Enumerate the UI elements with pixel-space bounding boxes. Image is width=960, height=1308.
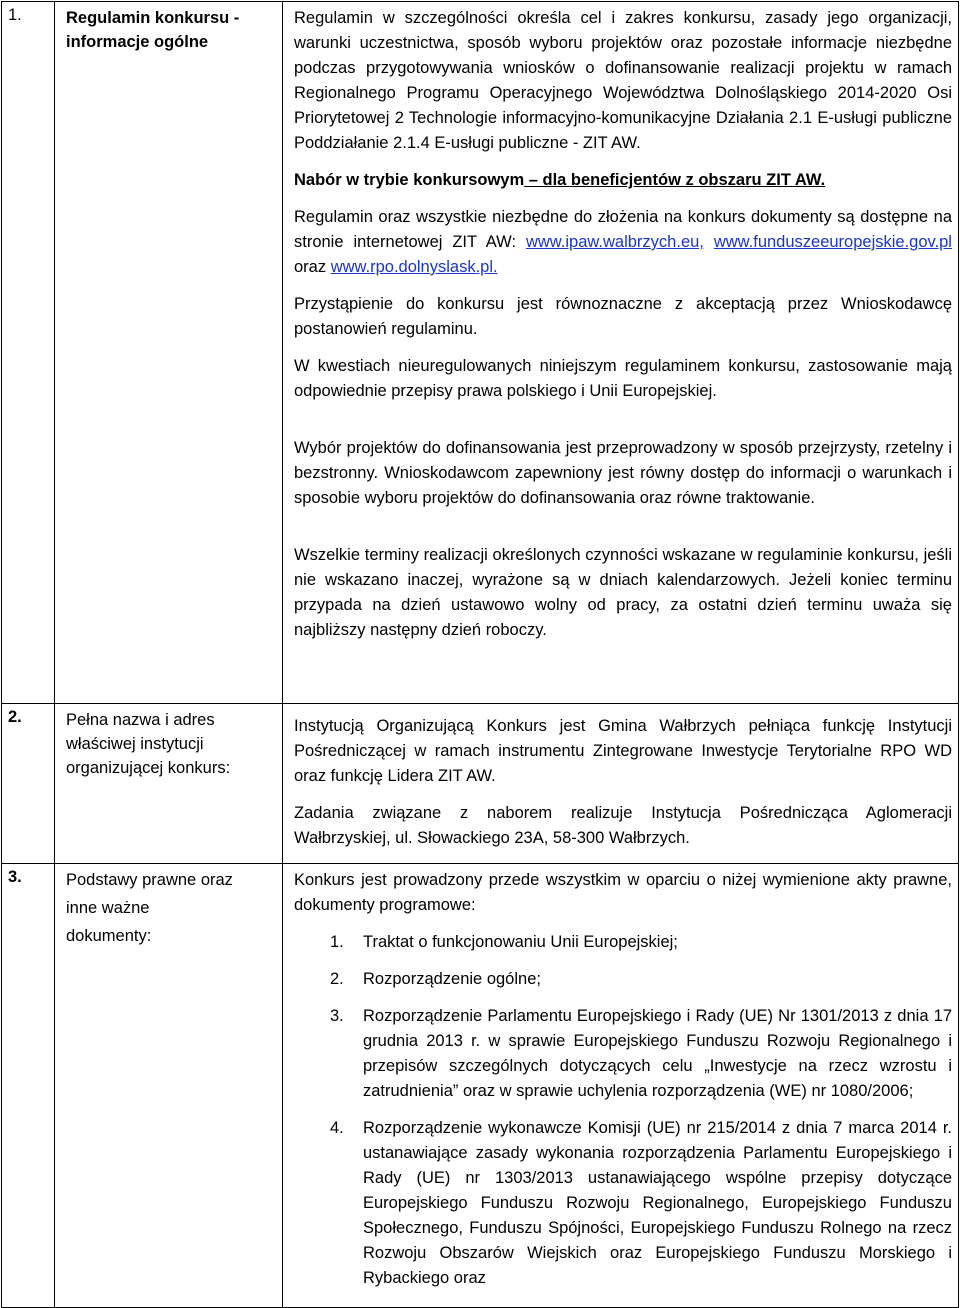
section-title: [55, 864, 283, 1308]
paragraph: Przystąpienie do konkursu jest równoznaczne z akceptacją przez Wnioskodawcę postanowień regulaminu.: [294, 295, 952, 338]
list-item: [294, 967, 952, 992]
list-text: Rozporządzenie Parlamentu Europejskiego i Rady (UE) Nr 1301/2013 z dnia 17 grudnia 2013 r. w sprawie Europejskiego Funduszu Rozwoju Regionalnego i przepisów szczególnych dotyczących celu „Inwestycje na rzecz wzrostu i zatrudnienia” oraz w sprawie uchylenia rozporządzenia (WE) nr 1080/2006;: [363, 1007, 952, 1100]
paragraph: W kwestiach nieuregulowanych niniejszym regulaminem konkursu, zastosowanie mają odpowiednie przepisy prawa polskiego i Unii Europejskiej.: [294, 357, 952, 400]
recruitment-mode-label: Nabór w trybie konkursowym: [294, 171, 525, 189]
list-number: 4.: [330, 1119, 344, 1137]
documents-text: Regulamin oraz wszystkie niezbędne do złożenia na konkurs dokumenty są dostępne na stronie internetowej ZIT AW:: [294, 208, 952, 251]
section-content: [283, 2, 959, 704]
paragraph: Instytucją Organizującą Konkurs jest Gmina Wałbrzych pełniąca funkcję Instytucji Pośredniczącej w ramach instrumentu Zintegrowane Inwestycje Terytorialne RPO WD oraz funkcję Lidera ZIT AW.: [294, 717, 952, 785]
section-row-2: [2, 704, 959, 864]
section-title: Pełna nazwa i adres właściwej instytucji organizującej konkurs:: [55, 704, 283, 864]
section-number: 1.: [2, 2, 55, 704]
list-number: 3.: [330, 1007, 344, 1025]
recruitment-mode: [294, 168, 952, 193]
list-text: Traktat o funkcjonowaniu Unii Europejskiej;: [363, 933, 678, 951]
section-title-line: Podstawy prawne oraz: [66, 871, 233, 889]
section-content: [283, 864, 959, 1308]
list-text: Rozporządzenie ogólne;: [363, 970, 541, 988]
section-content: [283, 704, 959, 864]
section-row-1: [2, 2, 959, 704]
list-item: [294, 1004, 952, 1104]
list-text: Rozporządzenie wykonawcze Komisji (UE) nr 215/2014 z dnia 7 marca 2014 r. ustanawiające zasady wykonania rozporządzenia Parlamentu Europejskiego i Rady (UE) nr 1303/2013 ustanawiającego wspólne przepisy dotyczące Europejskiego Funduszu Rozwoju Regionalnego, Europejskiego Funduszu Społecznego, Funduszu Spójności, Europejskiego Funduszu Rolnego na rzecz Rozwoju Obszarów Wiejskich oraz Europejskiego Funduszu Morskiego i Rybackiego oraz: [363, 1119, 952, 1287]
and-text: oraz: [294, 258, 331, 276]
list-number: 1.: [330, 933, 344, 951]
intro-paragraph: Konkurs jest prowadzony przede wszystkim w oparciu o niżej wymienione akty prawne, dokumenty programowe:: [294, 871, 952, 914]
section-title-line: inne ważne: [66, 899, 150, 917]
paragraph: Wybór projektów do dofinansowania jest przeprowadzony w sposób przejrzysty, rzetelny i bezstronny. Wnioskodawcom zapewniony jest równy dostęp do informacji o warunkach i sposobie wyboru projektów do dofinansowania oraz równe traktowanie.: [294, 439, 952, 507]
recruitment-mode-target: – dla beneficjentów z obszaru ZIT AW.: [524, 171, 826, 189]
legal-acts-list: [294, 930, 952, 1291]
section-row-3: [2, 864, 959, 1308]
section-number: 3.: [2, 864, 55, 1308]
section-title: Regulamin konkursu - informacje ogólne: [55, 2, 283, 704]
spacer: [294, 416, 952, 436]
documents-paragraph: [294, 205, 952, 280]
section-title-line: dokumenty:: [66, 927, 152, 945]
link-ipaw[interactable]: www.ipaw.walbrzych.eu,: [525, 233, 704, 251]
link-rpo[interactable]: www.rpo.dolnyslask.pl.: [330, 258, 498, 276]
list-item: [294, 930, 952, 955]
spacer: [294, 523, 952, 543]
list-item: [294, 1116, 952, 1291]
list-number: 2.: [330, 970, 344, 988]
paragraph: Zadania związane z naborem realizuje Instytucja Pośrednicząca Aglomeracji Wałbrzyskiej, ul. Słowackiego 23A, 58-300 Wałbrzych.: [294, 804, 952, 847]
regulations-table: [1, 1, 959, 1308]
section-number: 2.: [2, 704, 55, 864]
link-fundusze[interactable]: www.funduszeeuropejskie.gov.pl: [713, 233, 952, 251]
paragraph: Wszelkie terminy realizacji określonych czynności wskazane w regulaminie konkursu, jeśli nie wskazano inaczej, wyrażone są w dniach kalendarzowych. Jeżeli koniec terminu przypada na dzień ustawowo wolny od pracy, za ostatni dzień terminu uważa się najbliższy następny dzień roboczy.: [294, 546, 952, 639]
paragraph: Regulamin w szczególności określa cel i zakres konkursu, zasady jego organizacji, warunki uczestnictwa, sposób wyboru projektów oraz pozostałe informacje niezbędne podczas przygotowywania wniosków o dofinansowanie realizacji projektu w ramach Regionalnego Programu Operacyjnego Województwa Dolnośląskiego 2014-2020 Osi Priorytetowej 2 Technologie informacyjno-komunikacyjne Działania 2.1 E-usługi publiczne Poddziałanie 2.1.4 E-usługi publiczne - ZIT AW.: [294, 9, 952, 152]
